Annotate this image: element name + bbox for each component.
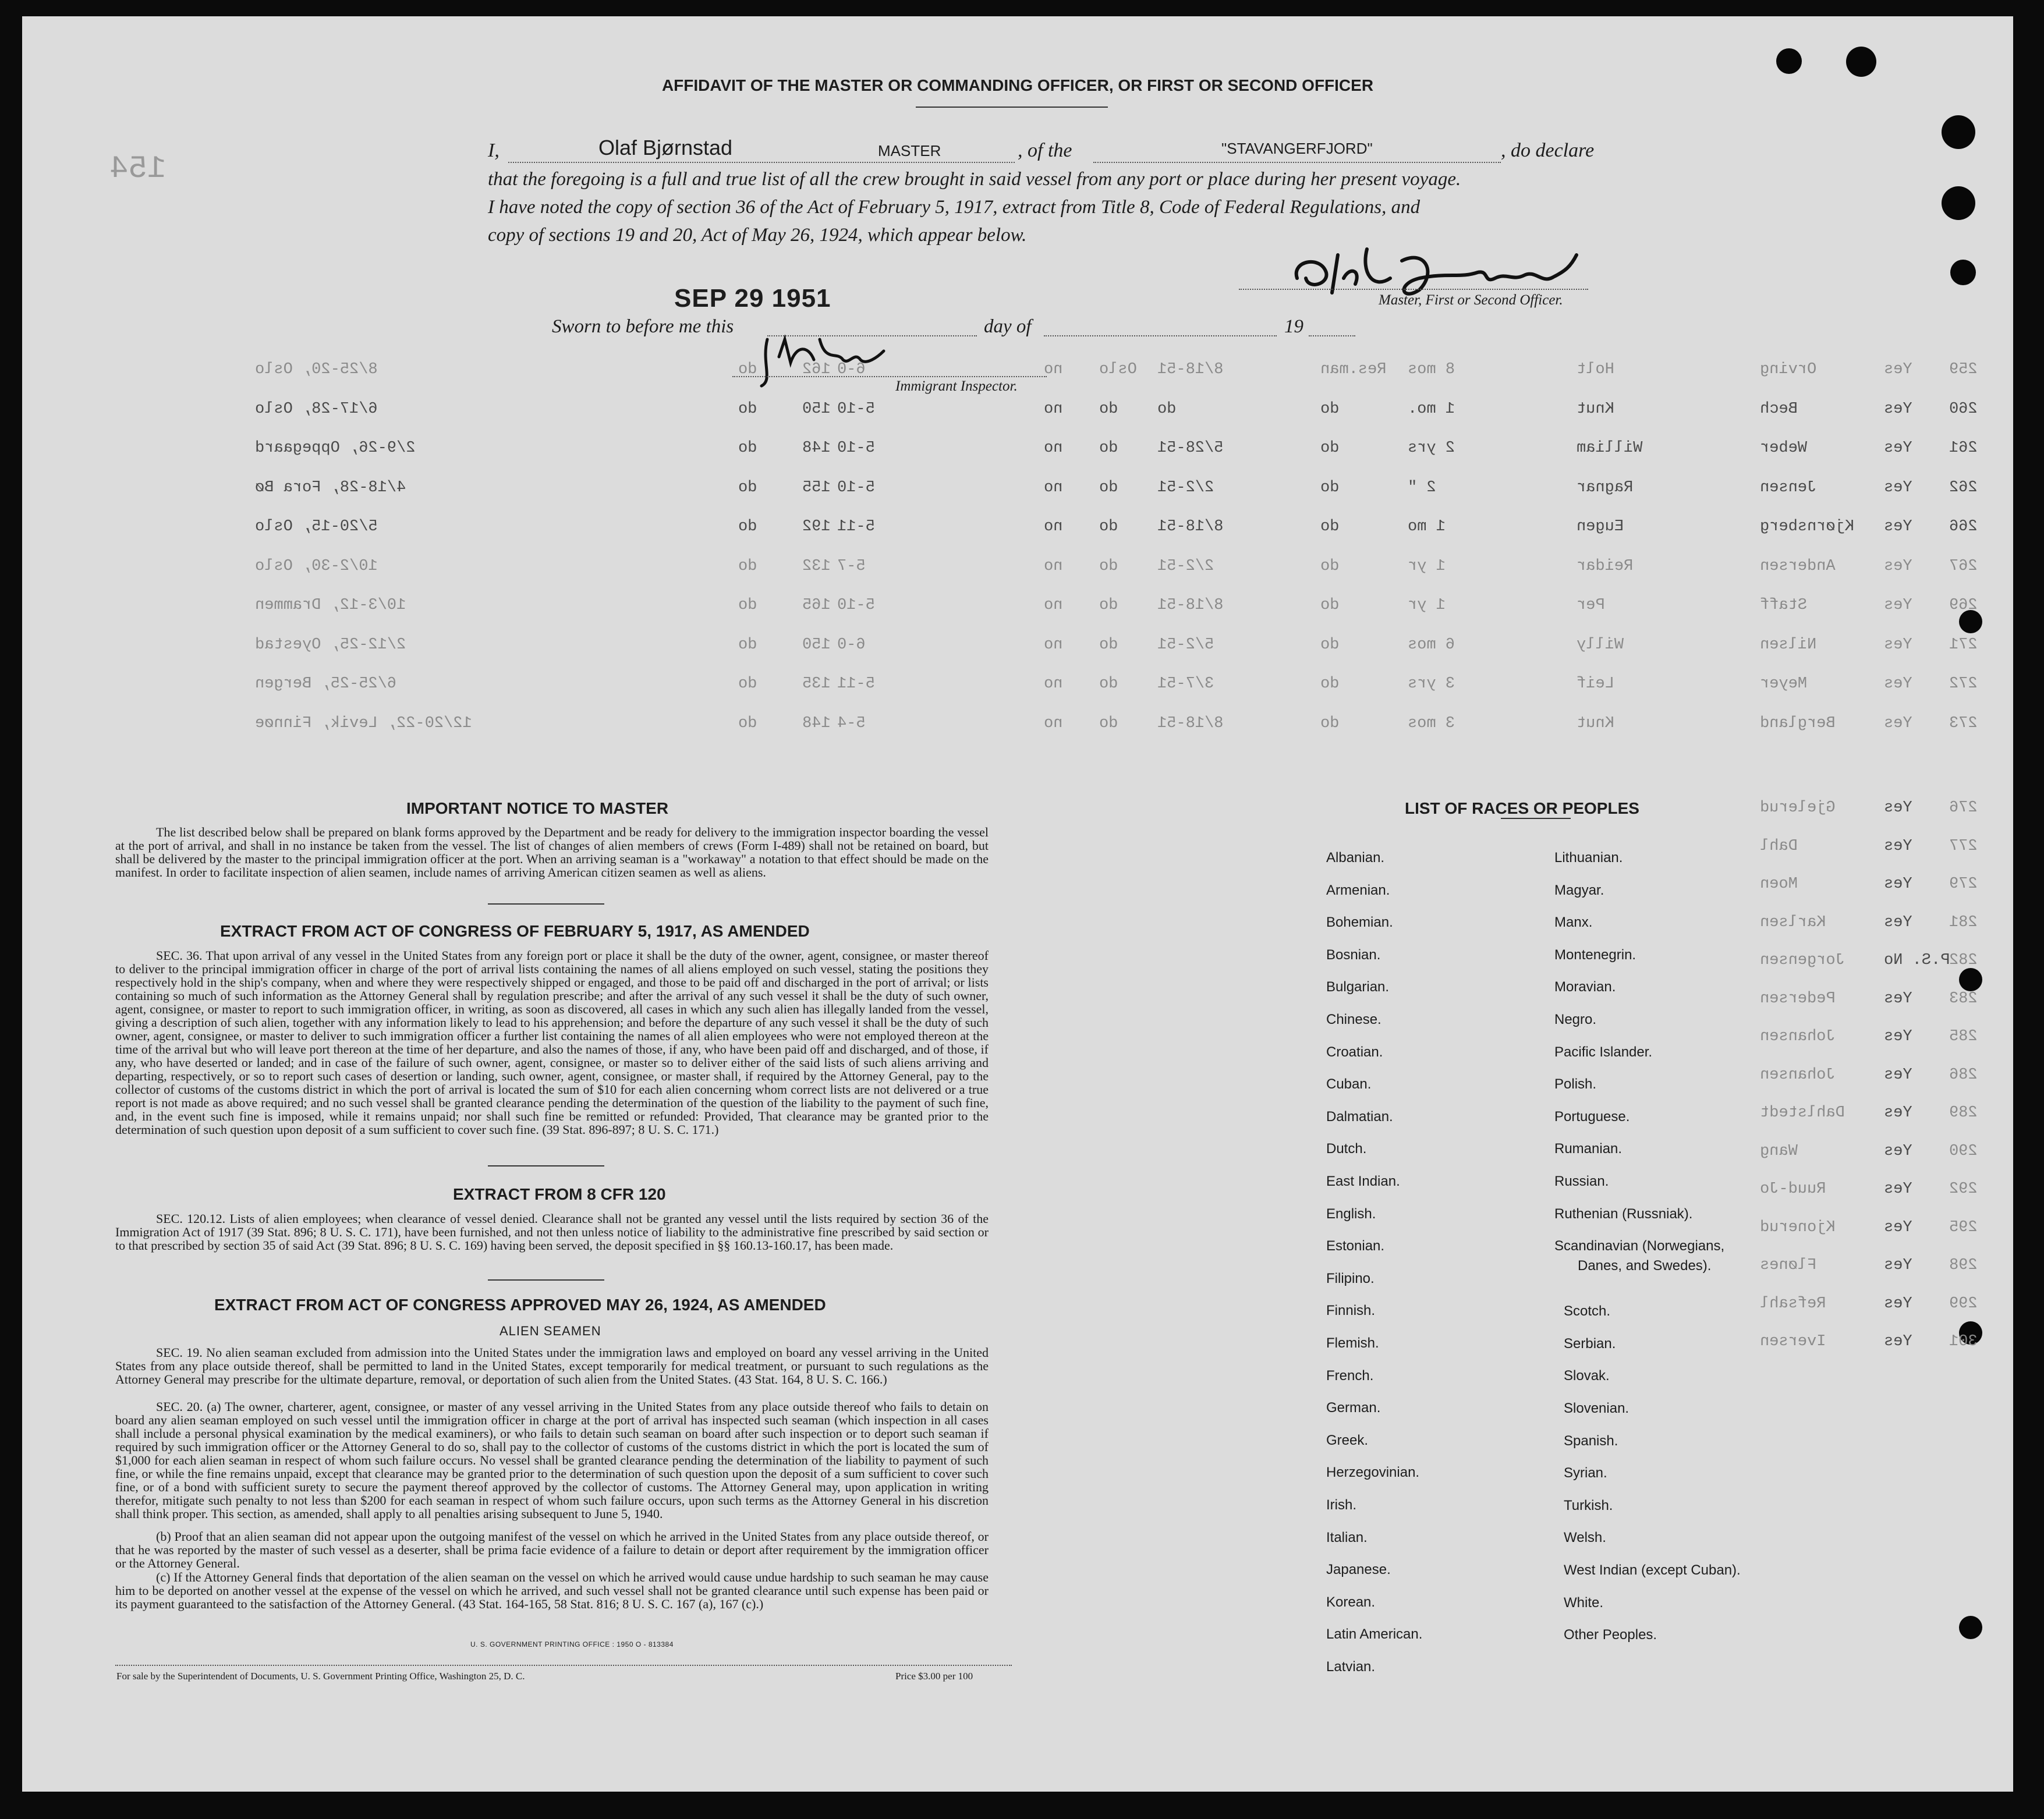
bleed-through-text: 5-4 bbox=[837, 714, 866, 732]
race-entry: Serbian. bbox=[1564, 1335, 1616, 1352]
bleed-through-text: do bbox=[738, 636, 757, 654]
extract-cfr-title: EXTRACT FROM 8 CFR 120 bbox=[453, 1185, 666, 1203]
race-entry: Latin American. bbox=[1326, 1626, 1423, 1643]
inspector-signature bbox=[750, 328, 901, 392]
race-entry: Montenegrin. bbox=[1554, 946, 1636, 963]
bleed-through-text: Yes bbox=[1884, 478, 1912, 497]
extract-1917-rule bbox=[488, 1165, 604, 1166]
bleed-through-text: Yes bbox=[1884, 597, 1912, 614]
bleed-through-text: do bbox=[1320, 400, 1340, 418]
bleed-through-text: do bbox=[738, 400, 757, 418]
race-entry: Armenian. bbox=[1326, 882, 1390, 898]
bleed-through-text: 283 bbox=[1949, 990, 1978, 1008]
name-blank bbox=[508, 162, 1015, 163]
bleed-through-text: 6-0 bbox=[837, 636, 866, 654]
bleed-through-text: Yes bbox=[1884, 990, 1912, 1008]
race-entry: Scandinavian (Norwegians, bbox=[1554, 1238, 1725, 1254]
race-entry: Manx. bbox=[1554, 914, 1593, 931]
punch-hole bbox=[1846, 47, 1876, 77]
races-rule bbox=[1501, 818, 1571, 819]
bleed-through-text: 2 yrs bbox=[1408, 439, 1455, 457]
signature-line bbox=[1239, 289, 1588, 290]
bleed-through-text: Leif bbox=[1577, 675, 1614, 693]
bleed-through-text: Willy bbox=[1577, 636, 1624, 654]
bleed-through-text: 3 yrs bbox=[1408, 675, 1455, 693]
bleed-through-text: Yes bbox=[1884, 1066, 1912, 1084]
race-entry: Chinese. bbox=[1326, 1012, 1381, 1027]
date-stamp: SEP 29 1951 bbox=[674, 284, 831, 313]
bleed-through-text: do bbox=[1320, 557, 1340, 575]
notice-body: The list described below shall be prepared on blank forms approved by the Department and be ready for delivery to the immigration inspector boarding the vessel at the port of arrival, and shall in no instance be taken from the vessel. The list of changes of alien members of crews (Form I-489) shall not be retained on board, but shall be delivered by the master to the principal immigration officer at the port. When an arriving seaman is a "workaway" a notation to that effect should be made on the manifest. In order to facilitate inspection of alien seamen, include names of arriving American citizen seamen as well as aliens. bbox=[115, 825, 989, 880]
document-page bbox=[22, 16, 2013, 1792]
race-entry: White. bbox=[1564, 1594, 1604, 1611]
race-entry: Portuguese. bbox=[1554, 1108, 1630, 1125]
do-declare-label: , do declare bbox=[1501, 140, 1595, 161]
bleed-through-text: 165 bbox=[802, 597, 831, 614]
bleed-through-text: Eugen bbox=[1577, 518, 1624, 536]
bleed-through-text: 5-7 bbox=[837, 557, 866, 575]
bleed-through-text: 5/28-51 bbox=[1157, 439, 1224, 457]
bleed-through-text: Wang bbox=[1760, 1142, 1798, 1160]
race-entry: Magyar. bbox=[1554, 882, 1604, 898]
bleed-through-text: 10/3-12, Drammen bbox=[255, 597, 406, 614]
punch-hole bbox=[1950, 260, 1976, 285]
bleed-through-text: 2/2-51 bbox=[1157, 557, 1214, 575]
bleed-through-text: 273 bbox=[1949, 714, 1978, 732]
race-entry: Greek. bbox=[1326, 1432, 1369, 1448]
bleed-through-text: Oslo bbox=[1099, 361, 1137, 378]
bleed-through-text: Per bbox=[1577, 597, 1605, 614]
bleed-through-text: 290 bbox=[1949, 1142, 1978, 1160]
bleed-through-text: Orving bbox=[1760, 361, 1817, 378]
extract-cfr-rule bbox=[488, 1279, 604, 1281]
bleed-through-text: do bbox=[1320, 518, 1340, 536]
bleed-through-text: Yes bbox=[1884, 518, 1912, 536]
race-entry: Slovak. bbox=[1564, 1368, 1610, 1384]
race-entry: Italian. bbox=[1326, 1529, 1368, 1545]
title-rule bbox=[916, 107, 1108, 108]
declaration-line-3: I have noted the copy of section 36 of the Act of February 5, 1917, extract from Title 8, Code of Federal Regulations, and bbox=[488, 197, 1420, 218]
race-entry: Scotch. bbox=[1564, 1303, 1611, 1320]
race-entry: Rumanian. bbox=[1554, 1141, 1623, 1157]
bleed-through-text: 5-10 bbox=[837, 400, 875, 418]
bleed-through-text: Yes bbox=[1884, 675, 1912, 693]
bleed-through-text: no bbox=[1044, 361, 1063, 378]
affidavit-title: AFFIDAVIT OF THE MASTER OR COMMANDING OFFICER, OR FIRST OR SECOND OFFICER bbox=[661, 76, 1374, 94]
bleed-through-text: 5-10 bbox=[837, 478, 875, 497]
footer-price: Price $3.00 per 100 bbox=[895, 1671, 973, 1682]
punch-hole bbox=[1942, 115, 1975, 149]
vessel-blank bbox=[1093, 162, 1501, 163]
sec-20a-body: SEC. 20. (a) The owner, charterer, agent, consignee, or master of any vessel arriving in the United States from any place outside thereof who fails to detain on board any alien seaman employed on such vessel until the immigration officer in charge at the port of arrival has inspected such seaman (which inspection in all cases shall include a personal physical examination by the medical examiners), or who fails to detain such seaman on board after such inspection or to deport such seaman if required by such immigration officer or the Attorney General to do so, shall pay to the collector of customs of the customs district in which the port is located the sum of $1,000 for each alien seaman in respect of whom such failure occurs. No vessel shall be granted clearance pending the determination of the liability to payment of such fine, or while the fine remains unpaid, except that clearance may be granted prior to the determination of such question upon the deposit of a sum sufficient to cover such fine, or of a bond with sufficient surety to secure the payment thereof approved by the collector of customs. The Attorney General may, upon application in writing therefor, mitigate such penalty to not less than $200 for each seaman in respect of whom such failure occurs, upon such terms as the Attorney General in his discretion shall think proper. This section, as amended, shall apply to all penalties arising subsequent to June 5, 1940. bbox=[115, 1399, 989, 1521]
race-entry: Finnish. bbox=[1326, 1303, 1376, 1319]
bleed-through-text: Jensen bbox=[1760, 478, 1817, 497]
bleed-through-text: 8/18-51 bbox=[1157, 714, 1224, 732]
bleed-through-text: Kjørnsberg bbox=[1760, 518, 1855, 536]
bleed-through-text: 285 bbox=[1949, 1028, 1978, 1045]
bleed-through-text: 4/18-28, Fora Bø bbox=[255, 478, 406, 497]
bleed-through-text: 271 bbox=[1949, 636, 1978, 654]
inspector-line bbox=[732, 376, 1047, 377]
bleed-through-text: do bbox=[1099, 400, 1118, 418]
bleed-through-text: Moen bbox=[1760, 875, 1798, 893]
punch-hole bbox=[1959, 1616, 1982, 1639]
bleed-through-text: no bbox=[1044, 518, 1063, 536]
bleed-through-text: 5/20-15, Oslo bbox=[255, 518, 378, 536]
race-entry: East Indian. bbox=[1326, 1173, 1400, 1189]
bleed-through-text: 1 mo. bbox=[1408, 400, 1455, 418]
race-entry: Welsh. bbox=[1564, 1530, 1606, 1546]
sec-20c-body: (c) If the Attorney General finds that deportation of the alien seaman on the vessel on which he arrived would cause undue hardship to such seaman he may cause him to be deported on another vessel at the expense of the vessel on which he arrived, and such vessel shall not be granted clearance until such expense has been paid or its payment guaranteed to the satisfaction of the Attorney General. (43 Stat. 164-165, 58 Stat. 816; 8 U. S. C. 167 (a), 167 (c).) bbox=[115, 1570, 989, 1611]
bleed-through-text: Yes bbox=[1884, 400, 1912, 418]
bleed-through-text: 301 bbox=[1949, 1333, 1978, 1350]
bleed-through-text: Kjonerud bbox=[1760, 1218, 1836, 1236]
extract-1917-title: EXTRACT FROM ACT OF CONGRESS OF FEBRUARY 5, 1917, AS AMENDED bbox=[220, 922, 810, 940]
bleed-through-text: 6/17-28, Oslo bbox=[255, 400, 378, 418]
bleed-through-text: 150 bbox=[802, 636, 831, 654]
bleed-through-text: Iversen bbox=[1760, 1333, 1826, 1350]
bleed-through-text: 10/2-30, Oslo bbox=[255, 557, 378, 575]
bleed-through-text: 259 bbox=[1949, 361, 1978, 378]
race-entry: Bohemian. bbox=[1326, 914, 1393, 931]
vessel-name: "STAVANGERFJORD" bbox=[1221, 140, 1373, 157]
races-title: LIST OF RACES OR PEOPLES bbox=[1405, 799, 1639, 817]
bleed-through-text: Yes bbox=[1884, 913, 1912, 931]
bleed-through-text: 276 bbox=[1949, 799, 1978, 817]
bleed-through-text: Ruud-Jo bbox=[1760, 1180, 1826, 1198]
bleed-through-text: 192 bbox=[802, 518, 831, 536]
bleed-through-text: Yes bbox=[1884, 1295, 1912, 1313]
bleed-through-text: do bbox=[1099, 636, 1118, 654]
race-entry: Lithuanian. bbox=[1554, 850, 1623, 866]
extract-1924-title: EXTRACT FROM ACT OF CONGRESS APPROVED MAY 26, 1924, AS AMENDED bbox=[214, 1296, 826, 1314]
bleed-through-text: do bbox=[738, 361, 757, 378]
race-entry: Pacific Islander. bbox=[1554, 1044, 1653, 1060]
alien-seamen-subtitle: ALIEN SEAMEN bbox=[500, 1324, 601, 1338]
master-rank: MASTER bbox=[878, 142, 941, 159]
bleed-through-text: do bbox=[1099, 714, 1118, 732]
of-the-label: , of the bbox=[1018, 140, 1072, 161]
bleed-through-text: Dahl bbox=[1760, 837, 1798, 855]
bleed-through-text: 6/25-25, Bergen bbox=[255, 675, 397, 693]
footer-rule bbox=[115, 1665, 1012, 1666]
bleed-through-text: 281 bbox=[1949, 913, 1978, 931]
bleed-through-text: 286 bbox=[1949, 1066, 1978, 1084]
race-entry: Herzegovinian. bbox=[1326, 1465, 1420, 1481]
race-entry: French. bbox=[1326, 1367, 1374, 1384]
bleed-through-text: William bbox=[1577, 439, 1643, 457]
inspector-caption: Immigrant Inspector. bbox=[895, 378, 1018, 394]
bleed-through-text: no bbox=[1044, 400, 1063, 418]
bleed-through-text: Gjelerud bbox=[1760, 799, 1836, 817]
bleed-through-text: Yes bbox=[1884, 361, 1912, 378]
year-prefix: 19 bbox=[1284, 316, 1303, 337]
bleed-through-text: do bbox=[738, 714, 757, 732]
race-entry: Dutch. bbox=[1326, 1141, 1367, 1157]
bleed-through-text: 6-0 bbox=[837, 361, 866, 378]
bleed-through-text: 8 mos bbox=[1408, 361, 1455, 378]
race-entry: Estonian. bbox=[1326, 1238, 1385, 1254]
sworn-month-blank bbox=[1044, 335, 1277, 336]
sworn-label: Sworn to before me this bbox=[552, 316, 734, 337]
bleed-through-text: Yes bbox=[1884, 1180, 1912, 1198]
margin-number: 154 bbox=[109, 151, 167, 187]
bleed-through-text: do bbox=[1099, 675, 1118, 693]
bleed-through-text: Dahlstedt bbox=[1760, 1104, 1845, 1122]
bleed-through-text: 1 yr bbox=[1408, 557, 1446, 575]
bleed-through-text: 8/18-51 bbox=[1157, 518, 1224, 536]
bleed-through-text: Pedersen bbox=[1760, 990, 1836, 1008]
bleed-through-text: 148 bbox=[802, 439, 831, 457]
bleed-through-text: Jorgensen bbox=[1760, 952, 1845, 969]
bleed-through-text: do bbox=[738, 597, 757, 614]
bleed-through-text: Holt bbox=[1577, 361, 1614, 378]
declaration-line-1 bbox=[488, 140, 500, 162]
declaration-line-2: that the foregoing is a full and true list of all the crew brought in said vessel from any port or place during her present voyage. bbox=[488, 169, 1461, 190]
printing-office-line: U. S. GOVERNMENT PRINTING OFFICE : 1950 O - 813384 bbox=[470, 1640, 674, 1648]
bleed-through-text: Yes bbox=[1884, 1257, 1912, 1274]
bleed-through-text: no bbox=[1044, 439, 1063, 457]
bleed-through-text: Flønes bbox=[1760, 1257, 1817, 1274]
bleed-through-text: 292 bbox=[1949, 1180, 1978, 1198]
race-entry: West Indian (except Cuban). bbox=[1564, 1562, 1741, 1578]
bleed-through-text: 5-11 bbox=[837, 675, 875, 693]
bleed-through-text: do bbox=[1320, 675, 1340, 693]
bleed-through-text: 2/9-26, Oppegaard bbox=[255, 439, 416, 457]
bleed-through-text: Meyer bbox=[1760, 675, 1808, 693]
race-entry: English. bbox=[1326, 1205, 1376, 1222]
bleed-through-text: do bbox=[738, 518, 757, 536]
bleed-through-text: do bbox=[1320, 714, 1340, 732]
punch-hole bbox=[1959, 968, 1982, 991]
bleed-through-text: Yes bbox=[1884, 837, 1912, 855]
bleed-through-text: 260 bbox=[1949, 400, 1978, 418]
bleed-through-text: do bbox=[1320, 636, 1340, 654]
bleed-through-text: Johansen bbox=[1760, 1028, 1836, 1045]
race-entry: Bulgarian. bbox=[1326, 979, 1390, 995]
bleed-through-text: Refsahl bbox=[1760, 1295, 1826, 1313]
bleed-through-text: Res.man bbox=[1320, 361, 1387, 378]
bleed-through-text: 1 mo bbox=[1408, 518, 1446, 536]
bleed-through-text: Johansen bbox=[1760, 1066, 1836, 1084]
race-entry: Other Peoples. bbox=[1564, 1627, 1657, 1643]
bleed-through-text: Yes bbox=[1884, 557, 1912, 575]
bleed-through-text: 2 " bbox=[1408, 478, 1436, 497]
race-entry: Moravian. bbox=[1554, 979, 1616, 995]
bleed-through-text: 5-10 bbox=[837, 439, 875, 457]
bleed-through-text: Knut bbox=[1577, 714, 1614, 732]
bleed-through-text: 8/18-51 bbox=[1157, 361, 1224, 378]
bleed-through-text: 8/18-51 bbox=[1157, 597, 1224, 614]
bleed-through-text: 262 bbox=[1949, 478, 1978, 497]
bleed-through-text: 3/7-51 bbox=[1157, 675, 1214, 693]
bleed-through-text: do bbox=[1099, 597, 1118, 614]
bleed-through-text: do bbox=[1099, 557, 1118, 575]
bleed-through-text: no bbox=[1044, 714, 1063, 732]
bleed-through-text: no bbox=[1044, 557, 1063, 575]
bleed-through-text: P.S. No bbox=[1884, 952, 1950, 969]
bleed-through-text: 295 bbox=[1949, 1218, 1978, 1236]
sec-19-body: SEC. 19. No alien seaman excluded from admission into the United States under the immigration laws and employed on board any vessel arriving in the United States from any place outside thereof, shall be permitted to land in the United States, except temporarily for medical treatment, or pursuant to such regulations as the Attorney General may prescribe for the ultimate departure, removal, or deportation of such alien from the United States. (43 Stat. 164, 8 U. S. C. 166.) bbox=[115, 1345, 989, 1387]
extract-1917-body: SEC. 36. That upon arrival of any vessel in the United States from any foreign port or place it shall be the duty of the owner, agent, consignee, or master thereof to deliver to the principal immigration officer in charge of the port of arrival lists containing the names of all aliens employed on such vessel, stating the positions they respectively hold in the ship's company, when and where they were respectively shipped or engaged, and those to be paid off and discharged in the port of arrival; or lists containing so much of such information as the Attorney General shall by regulation prescribe; and after the arrival of any such vessel it shall be the duty of such owner, agent, consignee, or master to report to such immigration officer, in writing, as soon as discovered, all cases in which any such alien has illegally landed from the vessel, giving a description of such alien, together with any information likely to lead to his apprehension; and before the departure of any such vessel it shall be the duty of such owner, agent, consignee, or master to deliver to such immigration officer a further list containing the names of all alien employees who were not employed thereon at the time of the arrival but who will leave port thereon at the time of her departure, and also the names of those, if any, who have been paid off and discharged, and of those, if any, who have deserted or landed; and in case of the failure of such owner, agent, consignee, or master so to deliver either of the said lists of such aliens arriving and departing, respectively, or so to report such cases of desertion or landing, such owner, agent, consignee, or master shall, if required by the Attorney General, pay to the collector of customs of the customs district in which the port of arrival is located the sum of $10 for each alien concerning whom correct lists are not delivered or a true report is not made as above required; and no such vessel shall be granted clearance pending the determination of the question of the liability to the payment of such fine, and, in the event such fine is imposed, while it remains unpaid; nor shall such fine be remitted or refunded: Provided, That clearance may be granted prior to the determination of such question upon deposit of a sum sufficient to cover such fine. (39 Stat. 896-897; 8 U. S. C. 171.) bbox=[115, 948, 989, 1137]
race-entry: Japanese. bbox=[1326, 1562, 1391, 1578]
bleed-through-text: Yes bbox=[1884, 439, 1912, 457]
bleed-through-text: Nilsen bbox=[1760, 636, 1817, 654]
race-entry: Irish. bbox=[1326, 1497, 1357, 1513]
bleed-through-text: do bbox=[738, 675, 757, 693]
bleed-through-text: 5/2-51 bbox=[1157, 636, 1214, 654]
race-entry: Russian. bbox=[1554, 1173, 1609, 1189]
sworn-year-blank bbox=[1309, 335, 1355, 336]
bleed-through-text: Yes bbox=[1884, 636, 1912, 654]
bleed-through-text: 5-10 bbox=[837, 597, 875, 614]
bleed-through-text: do bbox=[1099, 518, 1118, 536]
bleed-through-text: 1 yr bbox=[1408, 597, 1446, 614]
bleed-through-text: Yes bbox=[1884, 1142, 1912, 1160]
bleed-through-text: 261 bbox=[1949, 439, 1978, 457]
bleed-through-text: 269 bbox=[1949, 597, 1978, 614]
bleed-through-text: Andersen bbox=[1760, 557, 1836, 575]
race-entry: Ruthenian (Russniak). bbox=[1554, 1205, 1693, 1222]
bleed-through-text: 277 bbox=[1949, 837, 1978, 855]
race-entry: Cuban. bbox=[1326, 1076, 1372, 1093]
bleed-through-text: 298 bbox=[1949, 1257, 1978, 1274]
bleed-through-text: Staff bbox=[1760, 597, 1808, 614]
race-entry: Slovenian. bbox=[1564, 1400, 1629, 1416]
declaration-line-4: copy of sections 19 and 20, Act of May 26, 1924, which appear below. bbox=[488, 225, 1027, 246]
master-name: Olaf Bjørnstad bbox=[598, 136, 733, 159]
race-entry: Flemish. bbox=[1326, 1335, 1379, 1351]
bleed-through-text: do bbox=[1320, 478, 1340, 497]
race-entry: Dalmatian. bbox=[1326, 1108, 1393, 1125]
race-entry: Albanian. bbox=[1326, 850, 1385, 866]
race-entry: Spanish. bbox=[1564, 1432, 1618, 1449]
race-entry: Polish. bbox=[1554, 1076, 1597, 1093]
bleed-through-text: 12/20-22, Levik, Finnøe bbox=[255, 714, 472, 732]
bleed-through-text: Yes bbox=[1884, 799, 1912, 817]
bleed-through-text: 299 bbox=[1949, 1295, 1978, 1313]
race-entry: Latvian. bbox=[1326, 1659, 1376, 1675]
signature-caption: Master, First or Second Officer. bbox=[1379, 292, 1563, 308]
bleed-through-text: 132 bbox=[802, 557, 831, 575]
bleed-through-text: 272 bbox=[1949, 675, 1978, 693]
bleed-through-text: 5-11 bbox=[837, 518, 875, 536]
punch-hole bbox=[1776, 48, 1802, 74]
bleed-through-text: 6 mos bbox=[1408, 636, 1455, 654]
bleed-through-text: 3 mos bbox=[1408, 714, 1455, 732]
race-entry: Syrian. bbox=[1564, 1465, 1607, 1481]
bleed-through-text: no bbox=[1044, 675, 1063, 693]
bleed-through-text: do bbox=[738, 439, 757, 457]
race-entry: Bosnian. bbox=[1326, 946, 1381, 963]
bleed-through-text: 279 bbox=[1949, 875, 1978, 893]
bleed-through-text: 289 bbox=[1949, 1104, 1978, 1122]
bleed-through-text: 2/2-51 bbox=[1157, 478, 1214, 497]
notice-rule bbox=[488, 903, 604, 905]
bleed-through-text: Yes bbox=[1884, 1333, 1912, 1350]
bleed-through-text: no bbox=[1044, 636, 1063, 654]
bleed-through-text: do bbox=[1099, 439, 1118, 457]
bleed-through-text: 282 bbox=[1949, 952, 1978, 969]
race-entry: Croatian. bbox=[1326, 1044, 1383, 1060]
bleed-through-text: Ragnar bbox=[1577, 478, 1634, 497]
race-entry: German. bbox=[1326, 1400, 1381, 1416]
bleed-through-text: 155 bbox=[802, 478, 831, 497]
footer-sale: For sale by the Superintendent of Documents, U. S. Government Printing Office, Washington 25, D. C. bbox=[116, 1671, 525, 1682]
bleed-through-text: 2/12-25, Oyestad bbox=[255, 636, 406, 654]
extract-cfr-body: SEC. 120.12. Lists of alien employees; when clearance of vessel denied. Clearance shall not be granted any vessel until the lists required by section 36 of the Immigration Act of 1917 (39 Stat. 896; 8 U. S. C. 171), have been furnished, and not then unless notice of liability to the administrative fine prescribed by said section or to that prescribed by section 35 of said Act (39 Stat. 896; 8 U. S. C. 169) having been served, the deposit specified in §§ 160.13-160.17, has been made. bbox=[115, 1211, 989, 1253]
bleed-through-text: Knut bbox=[1577, 400, 1614, 418]
bleed-through-text: 150 bbox=[802, 400, 831, 418]
notice-title: IMPORTANT NOTICE TO MASTER bbox=[406, 799, 669, 817]
bleed-through-text: Reidar bbox=[1577, 557, 1634, 575]
race-entry: Turkish. bbox=[1564, 1497, 1613, 1513]
bleed-through-text: Yes bbox=[1884, 1104, 1912, 1122]
race-entry: Danes, and Swedes). bbox=[1578, 1258, 1712, 1274]
bleed-through-text: do bbox=[1320, 597, 1340, 614]
bleed-through-text: no bbox=[1044, 478, 1063, 497]
bleed-through-text: do bbox=[738, 557, 757, 575]
bleed-through-text: no bbox=[1044, 597, 1063, 614]
bleed-through-text: Yes bbox=[1884, 714, 1912, 732]
bleed-through-text: 266 bbox=[1949, 518, 1978, 536]
bleed-through-text: Yes bbox=[1884, 1218, 1912, 1236]
sec-20b-body: (b) Proof that an alien seaman did not appear upon the outgoing manifest of the vessel on which he arrived in the United States from any place outside thereof, or that he was reported by the master of such vessel as a deserter, shall be prima facie evidence of a failure to detain or deport after requirement by the immigration officer or the Attorney General. bbox=[115, 1529, 989, 1570]
bleed-through-text: 135 bbox=[802, 675, 831, 693]
bleed-through-text: Yes bbox=[1884, 1028, 1912, 1045]
punch-hole bbox=[1942, 186, 1975, 220]
bleed-through-text: Karlsen bbox=[1760, 913, 1826, 931]
bleed-through-text: do bbox=[1157, 400, 1177, 418]
bleed-through-text: 148 bbox=[802, 714, 831, 732]
race-entry: Korean. bbox=[1326, 1594, 1376, 1610]
bleed-through-text: do bbox=[1320, 439, 1340, 457]
i-label: I, bbox=[488, 140, 500, 161]
bleed-through-text: 162 bbox=[802, 361, 831, 378]
bleed-through-text: do bbox=[738, 478, 757, 497]
race-entry: Filipino. bbox=[1326, 1270, 1375, 1286]
bleed-through-text: 267 bbox=[1949, 557, 1978, 575]
bleed-through-text: Weber bbox=[1760, 439, 1808, 457]
bleed-through-text: 8/25-20, Oslo bbox=[255, 361, 378, 378]
bleed-through-text: Yes bbox=[1884, 875, 1912, 893]
race-entry: Negro. bbox=[1554, 1012, 1597, 1027]
day-of-label: day of bbox=[984, 316, 1032, 337]
bleed-through-text: Bech bbox=[1760, 400, 1798, 418]
bleed-through-text: Bergland bbox=[1760, 714, 1836, 732]
bleed-through-text: do bbox=[1099, 478, 1118, 497]
